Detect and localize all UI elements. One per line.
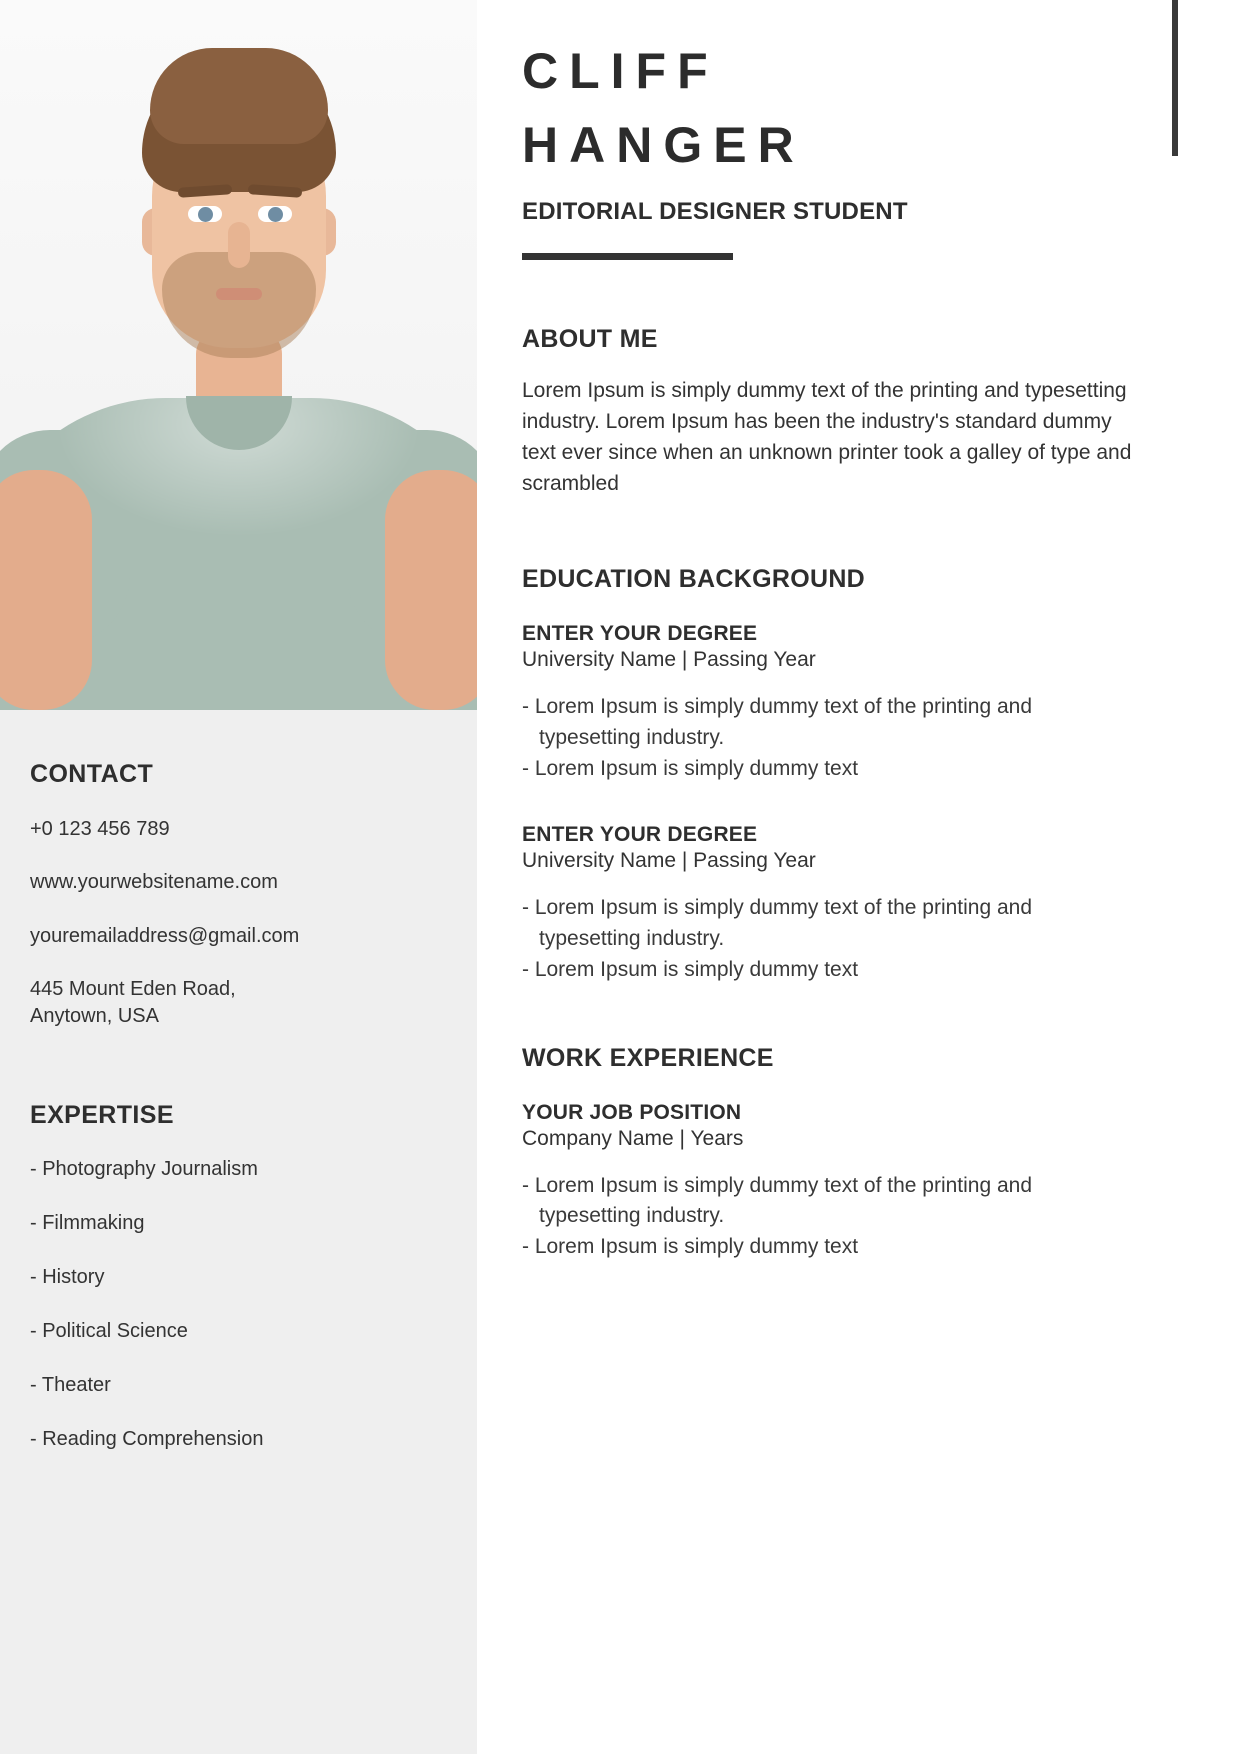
page-title-last-name: HANGER	[522, 117, 805, 173]
education-degree: ENTER YOUR DEGREE	[522, 622, 758, 646]
education-heading: EDUCATION BACKGROUND	[522, 565, 866, 594]
photo-lips	[216, 288, 262, 300]
contact-phone[interactable]: +0 123 456 789	[30, 818, 170, 840]
list-item: - Lorem Ipsum is simply dummy text of the printing and typesetting industry.	[522, 1173, 1033, 1228]
left-sidebar	[0, 0, 477, 1754]
contact-address-line1: 445 Mount Eden Road,	[30, 978, 236, 1001]
expertise-heading: EXPERTISE	[30, 1100, 174, 1129]
contact-section	[30, 760, 447, 1029]
list-item: - Lorem Ipsum is simply dummy text	[522, 957, 859, 981]
sidebar-content	[0, 710, 477, 1451]
photo-iris-left	[198, 207, 213, 222]
contact-email[interactable]: youremailaddress@gmail.com	[30, 924, 300, 947]
expertise-section	[30, 1101, 447, 1451]
education-institution: University Name | Passing Year	[522, 849, 816, 873]
main-sections	[522, 325, 1132, 1263]
expertise-list	[30, 1158, 447, 1451]
about-text: Lorem Ipsum is simply dummy text of the printing and typesetting industry. Lorem Ipsum has been the industry's standard dummy text ever since when an unknown printer took a galley of type and scrambled	[522, 379, 1132, 495]
list-item: - Photography Journalism	[30, 1157, 258, 1180]
accent-vertical-line	[1172, 0, 1178, 156]
education-degree: ENTER YOUR DEGREE	[522, 823, 758, 847]
main-content-column	[477, 0, 1240, 1754]
photo-nose	[228, 222, 250, 268]
list-item: - Reading Comprehension	[30, 1427, 264, 1450]
education-bullets	[522, 893, 1132, 986]
page-title-first-name: CLIFF	[522, 43, 719, 99]
photo-hair-top	[150, 48, 328, 144]
work-experience-section	[522, 1044, 1132, 1264]
list-item: - Lorem Ipsum is simply dummy text of the printing and typesetting industry.	[522, 695, 1033, 750]
contact-heading: CONTACT	[30, 760, 154, 788]
list-item: - Theater	[30, 1373, 111, 1396]
education-bullets	[522, 692, 1132, 785]
photo-iris-right	[268, 207, 283, 222]
list-item: - Lorem Ipsum is simply dummy text	[522, 757, 859, 781]
work-entry	[522, 1101, 1132, 1264]
resume-header	[522, 34, 1122, 260]
about-heading: ABOUT ME	[522, 325, 658, 353]
education-entry	[522, 622, 1132, 785]
profile-photo	[0, 0, 477, 710]
contact-website[interactable]: www.yourwebsitename.com	[30, 871, 278, 894]
work-bullets	[522, 1171, 1132, 1264]
list-item: - Lorem Ipsum is simply dummy text	[522, 1235, 859, 1259]
education-section	[522, 565, 1132, 985]
contact-address	[30, 976, 447, 1029]
list-item: - Filmmaking	[30, 1211, 145, 1234]
job-title: EDITORIAL DESIGNER STUDENT	[522, 198, 908, 225]
work-heading: WORK EXPERIENCE	[522, 1043, 774, 1072]
education-entry	[522, 823, 1132, 986]
list-item: - Political Science	[30, 1319, 188, 1342]
education-institution: University Name | Passing Year	[522, 648, 816, 672]
about-section	[522, 325, 1132, 499]
contact-address-line2: Anytown, USA	[30, 1004, 159, 1027]
work-position: YOUR JOB POSITION	[522, 1100, 742, 1124]
title-divider	[522, 253, 733, 260]
list-item: - Lorem Ipsum is simply dummy text of the printing and typesetting industry.	[522, 896, 1033, 950]
work-company: Company Name | Years	[522, 1126, 744, 1150]
list-item: - History	[30, 1265, 105, 1288]
